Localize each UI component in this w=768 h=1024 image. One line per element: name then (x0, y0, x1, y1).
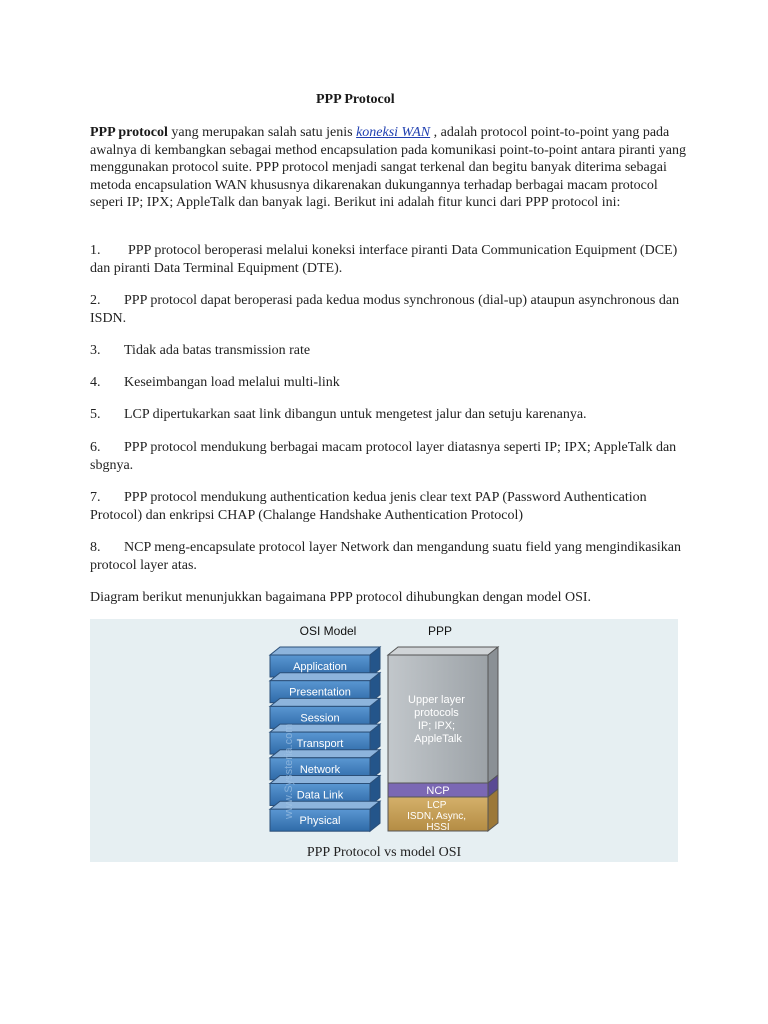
feature-item-6 (90, 439, 690, 474)
item-text: PPP protocol mendukung berbagai macam protocol layer diatasnya seperti IP; IPX; AppleTalk dan sbgnya. (90, 440, 677, 473)
osi-layer-label: Application (293, 661, 347, 673)
item-number: 8. (90, 540, 101, 555)
figure-caption: PPP Protocol vs model OSI (306, 845, 462, 860)
intro-text-before-link: yang merupakan salah satu jenis (167, 125, 357, 140)
ppp-lower-line-1: LCP (426, 800, 447, 811)
ppp-upper-top (388, 647, 498, 655)
osi-layer-label: Network (299, 763, 341, 776)
ppp-stack (388, 647, 498, 833)
page-title: PPP Protocol (316, 92, 395, 107)
intro-paragraph (90, 124, 690, 212)
item-number: 1. (90, 243, 101, 258)
item-text: Tidak ada batas transmission rate (124, 343, 311, 358)
item-text: NCP meng-encapsulate protocol layer Network dan mengandung suatu field yang mengindikasikan protocol layer atas. (90, 540, 681, 573)
osi-layer-label: Physical (299, 815, 341, 828)
osi-ppp-figure (90, 619, 678, 862)
osi-layer-label: Session (300, 712, 340, 725)
intro-text-after-link: , adalah protocol point-to-point yang pada awalnya di kembangkan sebagai method encapsulation pada komunikasi point-to-point antara piranti yang menggunakan protocol suite. PPP protocol menjadi sangat terkenal dan begitu banyak diterima sebagai metoda encapsulation WAN khususnya dikarenakan dukungannya terhadap berbagai macam protocol seperi IP; IPX; AppleTalk dan banyak lagi. Berikut ini adalah fitur kunci dari PPP protocol ini: (90, 125, 686, 210)
item-text: PPP protocol dapat beroperasi pada kedua modus synchronous (dial-up) ataupun asynchronous dan ISDN. (90, 293, 680, 326)
ppp-lower-line-2: ISDN, Async, (407, 811, 467, 822)
intro-bold-lead: PPP protocol (90, 125, 168, 140)
feature-item-8 (90, 539, 690, 574)
ppp-upper-line-4: AppleTalk (414, 733, 462, 745)
feature-item-1 (90, 242, 690, 277)
item-number: 4. (90, 375, 101, 390)
item-text: PPP protocol mendukung authentication kedua jenis clear text PAP (Password Authentication Protocol) dan enkripsi CHAP (Chalange Handshake Authentication Protocol) (90, 490, 647, 523)
item-text: PPP protocol beroperasi melalui koneksi interface piranti Data Communication Equipment (DCE) dan piranti Data Terminal Equipment (DTE). (90, 243, 678, 276)
osi-layer-top-face (270, 647, 380, 655)
ppp-upper-line-1: Upper layer (408, 694, 465, 706)
feature-item-3 (90, 342, 690, 360)
osi-layer-label: Transport (296, 738, 344, 751)
osi-model-heading: OSI Model (299, 624, 357, 638)
ppp-lower-line-3: HSSI (426, 822, 450, 833)
feature-item-4 (90, 374, 690, 392)
item-number: 2. (90, 293, 101, 308)
osi-layer-label: Data Link (296, 789, 344, 802)
watermark-text: www.Syssteria.com (283, 723, 295, 819)
feature-item-7 (90, 489, 690, 524)
item-text: Keseimbangan load melalui multi-link (124, 375, 340, 390)
ppp-heading: PPP (427, 624, 453, 638)
ppp-lower-side (488, 789, 498, 831)
ppp-ncp-label: NCP (426, 785, 450, 797)
osi-layer-top-face (270, 698, 380, 706)
item-number: 5. (90, 407, 101, 422)
item-number: 6. (90, 440, 101, 455)
feature-item-2 (90, 292, 690, 327)
osi-ppp-diagram (90, 619, 678, 862)
koneksi-wan-link[interactable]: koneksi WAN (356, 125, 431, 140)
ppp-upper-side (488, 647, 498, 783)
item-number: 3. (90, 343, 101, 358)
diagram-lead-text: Diagram berikut menunjukkan bagaimana PPP protocol dihubungkan dengan model OSI. (90, 590, 592, 605)
ppp-upper-line-3: IP; IPX; (417, 720, 456, 732)
ppp-upper-layer-block (388, 655, 488, 783)
osi-layer-label: Presentation (289, 686, 351, 699)
osi-layer-top-face (270, 673, 380, 681)
feature-item-5 (90, 406, 690, 424)
ppp-upper-line-2: protocols (414, 707, 459, 719)
item-text: LCP dipertukarkan saat link dibangun untuk mengetest jalur dan setuju karenanya. (124, 407, 587, 422)
item-number: 7. (90, 490, 101, 505)
